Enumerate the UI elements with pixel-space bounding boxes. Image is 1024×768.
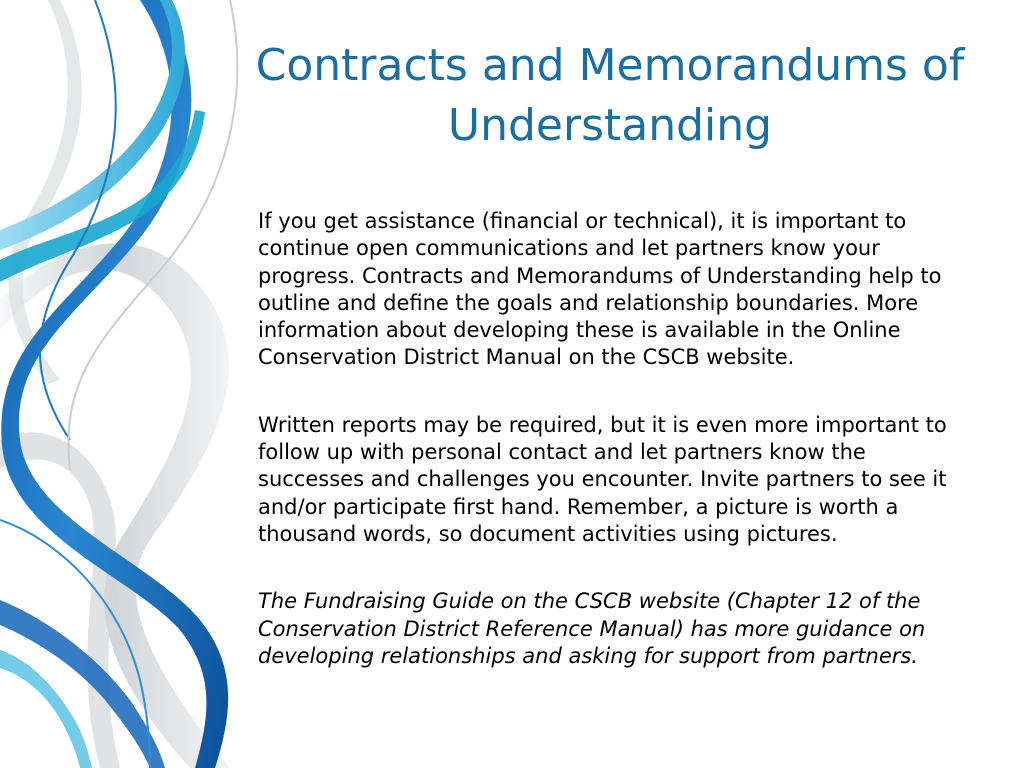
body-paragraph-fundraising-guide: The Fundraising Guide on the CSCB website (Chapter 12 of the Conservation District Reference Manual) has more guidance on developing relationships and asking for support from partners. <box>258 589 926 668</box>
slide-title: Contracts and Memorandums of Understanding <box>255 40 965 151</box>
body-paragraph-reports: Written reports may be required, but it is even more important to follow up with personal contact and let partners know the successes and challenges you encounter. Invite partners to see it and/or participate first hand. Remember, a picture is worth a thousand words, so document activities using pictures. <box>258 412 947 546</box>
slide-body <box>258 208 970 670</box>
body-paragraph-assistance: If you get assistance (financial or technical), it is important to continue open communications and let partners know your progress. Contracts and Memorandums of Understanding help to outline and define the goals and relationship boundaries. More information about developing these is available in the Online Conservation District Manual on the CSCB website. <box>258 209 942 370</box>
